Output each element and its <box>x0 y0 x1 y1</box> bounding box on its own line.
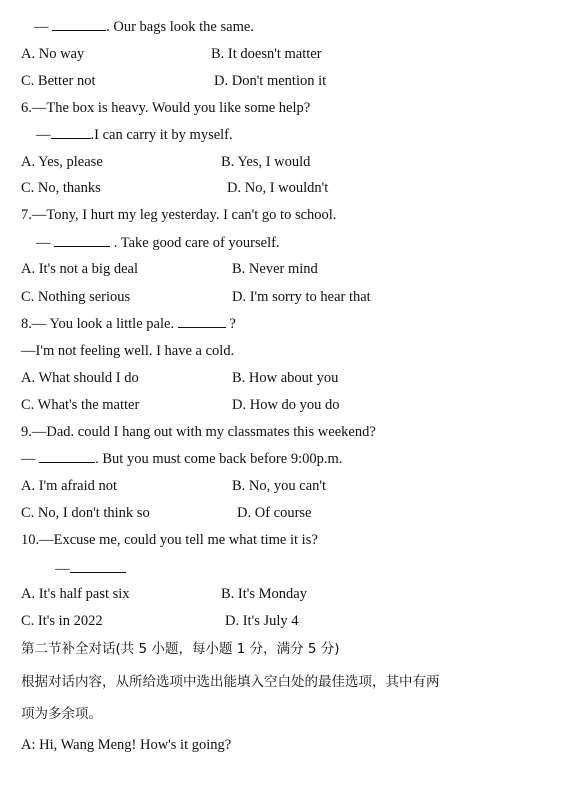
q9-blank <box>39 450 95 463</box>
q6-answer-line <box>36 126 233 144</box>
q7-answer-prefix: — <box>36 235 55 251</box>
q9-option-a: A. I'm afraid not <box>21 478 118 494</box>
q8-option-d: D. How do you do <box>232 397 340 413</box>
q9-answer-suffix: . But you must come back before 9:00p.m. <box>95 451 343 467</box>
q10-option-a: A. It's half past six <box>21 586 130 602</box>
q5-option-a: A. No way <box>21 46 85 62</box>
q8-answer: —I'm not feeling well. I have a cold. <box>21 343 235 359</box>
q5-answer-line <box>34 18 254 36</box>
q8-blank <box>178 315 226 328</box>
q9-answer-prefix: — <box>21 451 40 467</box>
section2-instruction-line1: 根据对话内容，从所给选项中选出能填入空白处的最佳选项，其中有两 <box>21 674 440 690</box>
q7-answer-line <box>36 234 280 252</box>
q7-answer-suffix: . Take good care of yourself. <box>110 235 280 251</box>
section2-heading: 第二节补全对话(共 5 小题，每小题 1 分，满分 5 分) <box>21 641 340 657</box>
q6-option-b: B. Yes, I would <box>221 154 311 170</box>
dialogue-line-a1: A: Hi, Wang Meng! How's it going? <box>21 737 232 753</box>
q5-option-c: C. Better not <box>21 73 96 89</box>
q7-option-d: D. I'm sorry to hear that <box>232 289 371 305</box>
q5-answer-suffix: . Our bags look the same. <box>106 19 254 35</box>
q5-blank <box>52 18 106 31</box>
q10-answer-prefix: — <box>55 561 70 577</box>
q6-answer-suffix: .I can carry it by myself. <box>90 127 233 143</box>
q9-option-b: B. No, you can't <box>232 478 327 494</box>
q8-option-a: A. What should I do <box>21 370 139 386</box>
q9-answer-line <box>21 450 342 468</box>
q10-option-b: B. It's Monday <box>221 586 307 602</box>
q8-question-line <box>21 315 236 333</box>
section2-instruction-line2: 项为多余项。 <box>21 706 102 722</box>
q9-question: 9.—Dad. could I hang out with my classmates this weekend? <box>21 424 376 440</box>
q9-option-c: C. No, I don't think so <box>21 505 150 521</box>
q6-option-a: A. Yes, please <box>21 154 103 170</box>
q6-option-c: C. No, thanks <box>21 180 101 196</box>
q10-blank <box>70 560 126 573</box>
q7-option-b: B. Never mind <box>232 261 318 277</box>
q10-question: 10.—Excuse me, could you tell me what time it is? <box>21 532 318 548</box>
q5-option-d: D. Don't mention it <box>214 73 327 89</box>
q10-answer-line <box>55 560 126 578</box>
q10-option-c: C. It's in 2022 <box>21 613 103 629</box>
q10-option-d: D. It's July 4 <box>225 613 299 629</box>
q6-answer-prefix: — <box>36 127 51 143</box>
q8-option-b: B. How about you <box>232 370 339 386</box>
q9-option-d: D. Of course <box>237 505 312 521</box>
q6-blank <box>51 126 91 139</box>
q7-blank <box>54 234 110 247</box>
q5-answer-prefix: — <box>34 19 53 35</box>
q7-question: 7.—Tony, I hurt my leg yesterday. I can't go to school. <box>21 207 337 223</box>
q8-option-c: C. What's the matter <box>21 397 140 413</box>
q6-option-d: D. No, I wouldn't <box>227 180 329 196</box>
q6-question: 6.—The box is heavy. Would you like some help? <box>21 100 311 116</box>
q7-option-a: A. It's not a big deal <box>21 261 138 277</box>
q7-option-c: C. Nothing serious <box>21 289 131 305</box>
q8-question-prefix: 8.— You look a little pale. <box>21 316 178 332</box>
q8-question-suffix: ? <box>225 316 236 332</box>
q5-option-b: B. It doesn't matter <box>211 46 322 62</box>
